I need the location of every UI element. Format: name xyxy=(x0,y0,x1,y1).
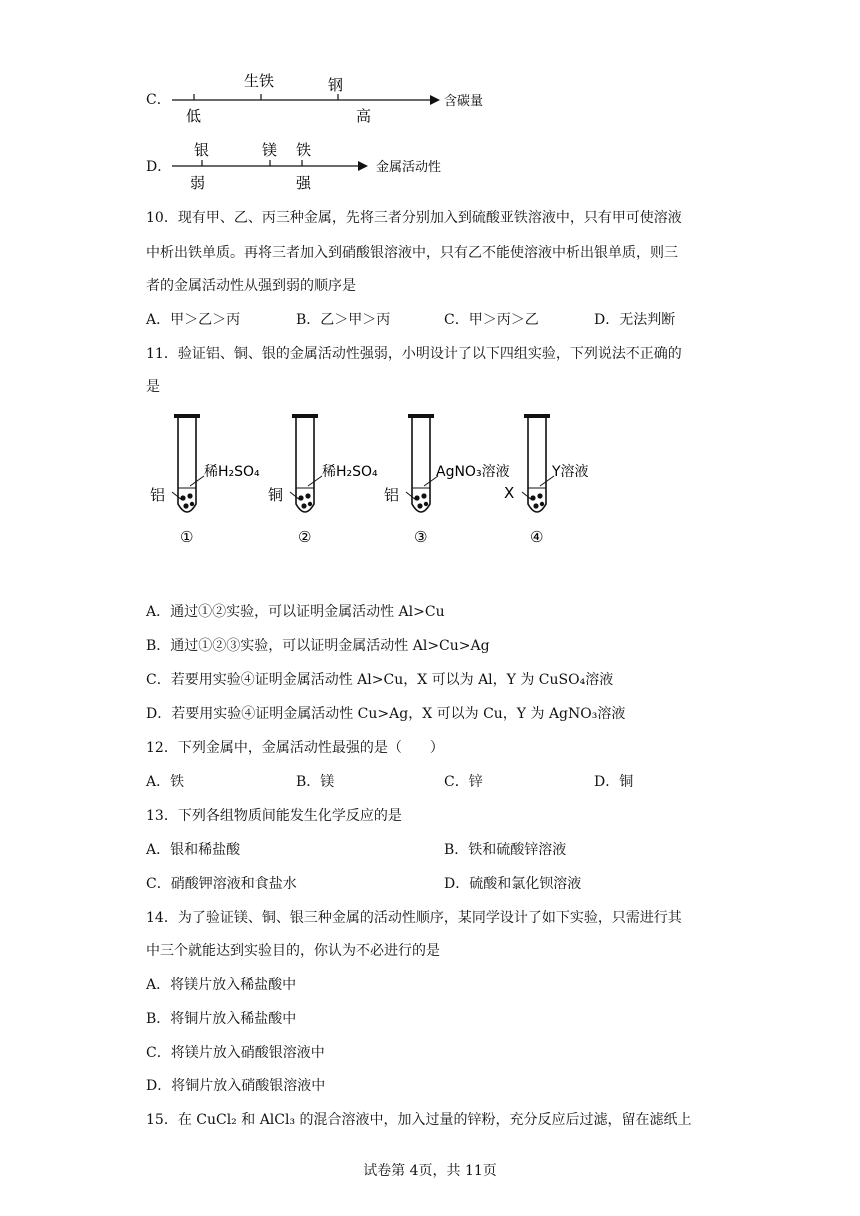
tube-4-number: ④ xyxy=(530,528,544,546)
q10-option-d[interactable]: D．无法判断 xyxy=(594,312,676,328)
q10-stem-line-2: 中析出铁单质。再将三者加入到硝酸银溶液中，只有乙不能使溶液中析出银单质，则三 xyxy=(146,245,678,261)
q14-option-d[interactable]: D．将铜片放入硝酸银溶液中 xyxy=(146,1078,326,1094)
q14-stem-line-1: 14．为了验证镁、铜、银三种金属的活动性顺序，某同学设计了如下实验，只需进行其 xyxy=(146,910,682,926)
q9d-label-strong: 强 xyxy=(296,174,312,192)
tube-1-solution-label: 稀H₂SO₄ xyxy=(204,464,260,480)
q10-option-c[interactable]: C．甲＞丙＞乙 xyxy=(444,312,539,328)
q14-stem-line-2: 中三个就能达到实验目的，你认为不必进行的是 xyxy=(146,943,440,959)
tube-3-solution-label: AgNO₃溶液 xyxy=(436,464,510,480)
test-tube-1 xyxy=(172,414,204,512)
q10-option-b[interactable]: B．乙＞甲＞丙 xyxy=(296,312,391,328)
q11-option-d[interactable]: D．若要用实验④证明金属活动性 Cu>Ag，X 可以为 Cu，Y 为 AgNO₃溶液 xyxy=(146,706,626,722)
tube-2-number: ② xyxy=(298,528,312,546)
q9c-label-high: 高 xyxy=(356,107,372,125)
q14-option-b[interactable]: B．将铜片放入稀盐酸中 xyxy=(146,1011,297,1027)
q9c-axis-label: 含碳量 xyxy=(444,94,484,109)
q9c-label-steel: 钢 xyxy=(328,76,344,94)
tube-4-solution-label: Y溶液 xyxy=(552,464,589,480)
q14-option-c[interactable]: C．将镁片放入硝酸银溶液中 xyxy=(146,1045,325,1061)
tube-3-metal-label: 铝 xyxy=(384,486,400,504)
test-tube-4 xyxy=(522,414,554,512)
tube-2-solution-label: 稀H₂SO₄ xyxy=(322,464,378,480)
tube-1-number: ① xyxy=(180,528,194,546)
q12-option-b[interactable]: B．镁 xyxy=(296,774,335,790)
q11-option-c[interactable]: C．若要用实验④证明金属活动性 Al>Cu，X 可以为 Al，Y 为 CuSO₄溶液 xyxy=(146,672,614,688)
q9-option-c-diagram xyxy=(168,68,498,126)
q15-stem-line-1: 15．在 CuCl₂ 和 AlCl₃ 的混合溶液中，加入过量的锌粉，充分反应后过滤，留在滤纸上 xyxy=(146,1112,692,1128)
q11-stem-line-2: 是 xyxy=(146,379,160,395)
q11-stem-line-1: 11．验证铝、铜、银的金属活动性强弱，小明设计了以下四组实验，下列说法不正确的 xyxy=(146,346,682,362)
q10-option-a[interactable]: A．甲＞乙＞丙 xyxy=(146,312,241,328)
q9d-label-silver: 银 xyxy=(194,141,210,159)
q12-option-a[interactable]: A．铁 xyxy=(146,774,185,790)
q9c-label-pig-iron: 生铁 xyxy=(244,72,275,90)
q14-option-a[interactable]: A．将镁片放入稀盐酸中 xyxy=(146,977,297,993)
q12-option-d[interactable]: D．铜 xyxy=(594,774,634,790)
q9-option-c-letter: C． xyxy=(146,92,171,108)
q13-option-b[interactable]: B．铁和硫酸锌溶液 xyxy=(444,842,567,858)
q13-option-a[interactable]: A．银和稀盐酸 xyxy=(146,842,241,858)
tube-4-metal-label: X xyxy=(504,484,515,502)
q9c-label-low: 低 xyxy=(186,107,202,125)
q12-option-c[interactable]: C．锌 xyxy=(444,774,483,790)
q9d-label-magnesium: 镁 xyxy=(262,141,278,159)
tube-1-metal-label: 铝 xyxy=(150,486,166,504)
q9-option-d-letter: D． xyxy=(146,159,172,175)
q9d-label-weak: 弱 xyxy=(190,174,206,192)
q9-option-d-diagram xyxy=(168,138,468,194)
q10-stem-line-3: 者的金属活动性从强到弱的顺序是 xyxy=(146,278,356,294)
q11-option-b[interactable]: B．通过①②③实验，可以证明金属活动性 Al>Cu>Ag xyxy=(146,638,490,654)
q13-stem: 13．下列各组物质间能发生化学反应的是 xyxy=(146,808,402,824)
q13-option-d[interactable]: D．硫酸和氯化钡溶液 xyxy=(444,876,582,892)
tube-2-metal-label: 铜 xyxy=(268,486,284,504)
q10-stem-line-1: 10．现有甲、乙、丙三种金属，先将三者分别加入到硫酸亚铁溶液中，只有甲可使溶液 xyxy=(146,210,682,226)
q13-option-c[interactable]: C．硝酸钾溶液和食盐水 xyxy=(146,876,297,892)
page-footer: 试卷第 4页，共 11页 xyxy=(363,1163,497,1179)
test-tube-3 xyxy=(406,414,438,512)
test-tube-2 xyxy=(290,414,322,512)
q11-test-tubes-diagram xyxy=(140,414,620,554)
q12-stem: 12．下列金属中，金属活动性最强的是（ ） xyxy=(146,740,444,756)
q9d-axis-label: 金属活动性 xyxy=(376,160,442,175)
tube-3-number: ③ xyxy=(414,528,428,546)
q11-option-a[interactable]: A．通过①②实验，可以证明金属活动性 Al>Cu xyxy=(146,604,445,620)
q9d-label-iron: 铁 xyxy=(296,141,312,159)
